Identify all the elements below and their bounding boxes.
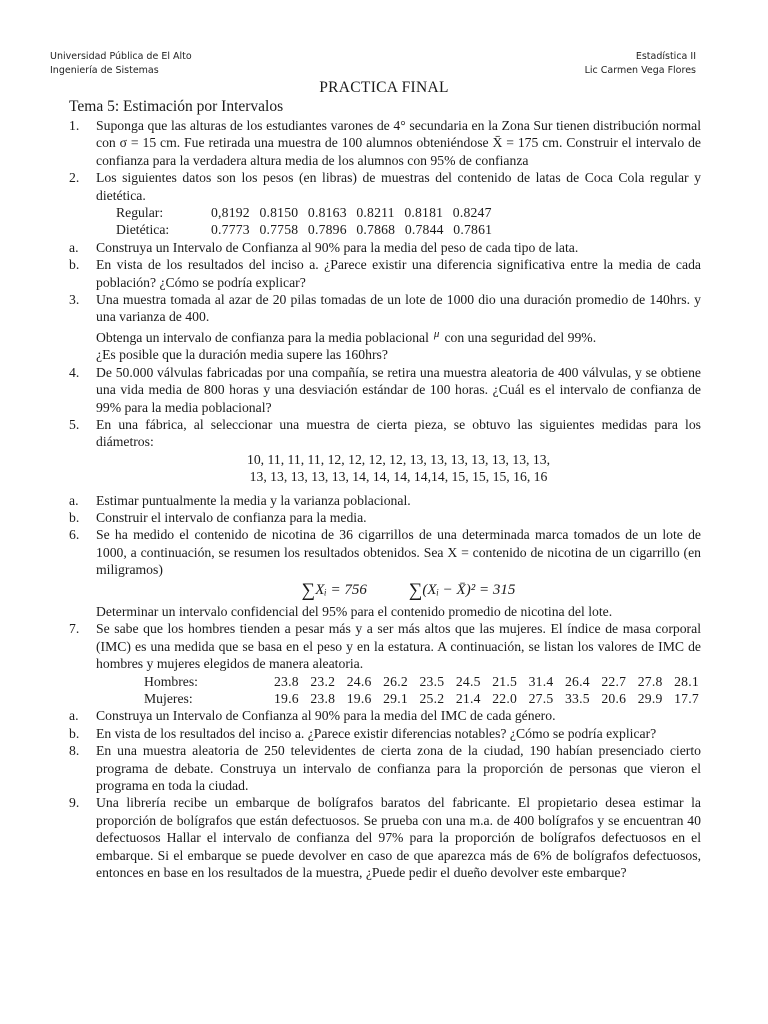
question-text: En una fábrica, al seleccionar una muestra de cierta pieza, se obtuvo las siguientes medidas para los diámetros: — [96, 416, 701, 450]
subquestion-7b — [69, 725, 701, 742]
question-text: Una muestra tomada al azar de 20 pilas tomadas de un lote de 1000 dio una duración promedio de 140hrs. y una varianza de 400. — [96, 292, 701, 325]
question-text-line3: ¿Es posible que la duración media supere las 160hrs? — [96, 347, 388, 363]
data-row-label: Regular: — [116, 205, 164, 221]
question-number: 4. — [69, 364, 80, 380]
question-5 — [69, 416, 701, 486]
question-text-line2: Determinar un intervalo confidencial del 95% para el contenido promedio de nicotina del lote. — [96, 603, 613, 619]
data-row-values: 0.7773 0.7758 0.7896 0.7868 0.7844 0.7861 — [211, 222, 493, 238]
data-row-label: Hombres: — [144, 673, 198, 689]
data-row-values: 0,8192 0.8150 0.8163 0.8211 0.8181 0.8247 — [211, 205, 492, 221]
subquestion-2a — [69, 239, 701, 256]
questions-list — [69, 117, 701, 881]
subquestion-text: Estimar puntualmente la media y la varianza poblacional. — [96, 492, 411, 508]
question-4 — [69, 364, 701, 416]
formula-sum-squares — [408, 579, 516, 601]
subquestion-letter: b. — [69, 725, 80, 741]
section-title: Tema 5: Estimación por Intervalos — [69, 98, 284, 115]
sigma-symbol: ∑ — [408, 579, 423, 601]
question-7 — [69, 620, 701, 707]
question-1 — [69, 117, 701, 169]
page-title: PRACTICA FINAL — [319, 79, 449, 96]
question-number: 7. — [69, 621, 80, 637]
question-text: Se ha medido el contenido de nicotina de 36 cigarrillos de una determinada marca tomados de un lote de 1000, a continuación, se resumen los resultados obtenidos. Sea X = contenido de nicotina de un cigarrillo (en miligramos) — [96, 527, 701, 578]
subquestion-letter: b. — [69, 509, 80, 525]
course-name: Estadística II — [635, 51, 696, 62]
subquestion-2b — [69, 256, 701, 291]
data-row-values: 19.6 23.8 19.6 29.1 25.2 21.4 22.0 27.5 33.5 20.6 29.9 17.7 — [274, 691, 699, 706]
formula-sum-x — [301, 579, 367, 601]
university-name: Universidad Pública de El Alto — [50, 51, 192, 62]
formula-text: (Xᵢ − X̄)² = 315 — [422, 581, 516, 598]
diameter-data-line1: 10, 11, 11, 11, 12, 12, 12, 12, 13, 13, 13, 13, 13, 13, 13, — [246, 451, 551, 467]
subquestion-text: Construir el intervalo de confianza para la media. — [96, 509, 367, 525]
subquestion-7a — [69, 707, 701, 724]
data-row-regular — [96, 204, 701, 221]
question-text: En una muestra aleatoria de 250 televidentes de cierta zona de la ciudad, 190 habían presenciado cierto programa de debate. Construya un intervalo de confianza para la proporción de personas que vieron el programa en toda la ciudad. — [96, 743, 701, 794]
question-text: Los siguientes datos son los pesos (en libras) de muestras del contenido de latas de Coca Cola regular y dietética. — [96, 170, 701, 203]
subquestion-5b — [69, 509, 701, 526]
question-number: 1. — [69, 118, 80, 133]
question-number: 9. — [69, 795, 80, 811]
department-name: Ingeniería de Sistemas — [50, 65, 159, 76]
subquestion-letter: a. — [69, 492, 79, 508]
question-text-part: Obtenga un intervalo de confianza para la media poblacional — [96, 329, 429, 345]
question-text: Se sabe que los hombres tienden a pesar más y a ser más altos que las mujeres. El índice de masa corporal (IMC) es una medida que se basa en el peso y en la estatura. A continuación, se listan los valores de IMC de hombres y mujeres elegidos de manera aleatoria. — [96, 621, 701, 672]
sigma-symbol: ∑ — [301, 579, 316, 601]
header-left — [50, 50, 192, 78]
question-3 — [69, 291, 701, 364]
question-number: 6. — [69, 527, 80, 543]
data-row-label: Mujeres: — [144, 691, 193, 706]
summation-formulas — [96, 579, 701, 603]
question-text-line2 — [96, 326, 701, 346]
question-number: 3. — [69, 292, 80, 308]
data-row-values: 23.8 23.2 24.6 26.2 23.5 24.5 21.5 31.4 26.4 22.7 27.8 28.1 — [274, 673, 699, 689]
subquestion-text: En vista de los resultados del inciso a. ¿Parece existir una diferencia significativa entre la media de cada población? ¿Cómo se podría explicar? — [96, 257, 701, 290]
instructor-name: Lic Carmen Vega Flores — [584, 65, 696, 76]
question-number: 8. — [69, 743, 80, 759]
subquestion-text: Construya un Intervalo de Confianza al 90% para la media del IMC de cada género. — [96, 708, 556, 724]
subquestion-text: Construya un Intervalo de Confianza al 90% para la media del peso de cada tipo de lata. — [96, 239, 579, 255]
question-8 — [69, 742, 701, 794]
data-row-mujeres — [96, 690, 701, 707]
question-number: 2. — [69, 170, 80, 186]
question-6 — [69, 526, 701, 620]
question-text: De 50.000 válvulas fabricadas por una compañía, se retira una muestra aleatoria de 400 válvulas, y se obtiene una vida media de 800 horas y una desviación estándar de 100 horas. ¿Cuál es el intervalo de confianza de 99% para la media poblacional? — [96, 364, 701, 415]
formula-text: Xᵢ = 756 — [315, 581, 367, 598]
data-row-label: Dietética: — [116, 222, 170, 238]
subquestion-5a — [69, 492, 701, 509]
mu-symbol: μ — [433, 327, 440, 340]
question-number: 5. — [69, 416, 80, 432]
data-row-dietetica — [96, 221, 701, 238]
question-text-part: con una seguridad del 99%. — [444, 329, 597, 345]
diameter-data-line2: 13, 13, 13, 13, 13, 14, 14, 14, 14,14, 15, 15, 15, 16, 16 — [249, 469, 548, 485]
question-2 — [69, 169, 701, 239]
subquestion-letter: a. — [69, 708, 79, 724]
question-9 — [69, 794, 701, 881]
question-text: Una librería recibe un embarque de bolígrafos baratos del fabricante. El propietario desea estimar la proporción de bolígrafos que están defectuosos. Se prueba con una m.a. de 400 bolígrafos y se encuentran 40 defectuosos Hallar el intervalo de confianza del 97% para la proporción de bolígrafos defectuosos en el embarque. Si el embarque se puede devolver en caso de que aparezca más de 6% de bolígrafos defectuosos, entonces en base en los resultados de la muestra, ¿Puede pedir el dueño devolver este embarque? — [96, 795, 701, 881]
question-text: Suponga que las alturas de los estudiantes varones de 4° secundaria en la Zona Sur tienen distribución normal con σ = 15 cm. Fue retirada una muestra de 100 alumnos obteniéndose X̄ = 175 cm. Construir el intervalo de confianza para la verdadera altura media de los alumnos con 95% de confianza — [96, 118, 701, 168]
data-row-hombres — [96, 673, 701, 690]
subquestion-letter: a. — [69, 239, 79, 255]
subquestion-text: En vista de los resultados del inciso a. ¿Parece existir diferencias notables? ¿Cómo se podría explicar? — [96, 725, 657, 741]
header-right — [585, 50, 696, 78]
subquestion-letter: b. — [69, 257, 80, 273]
